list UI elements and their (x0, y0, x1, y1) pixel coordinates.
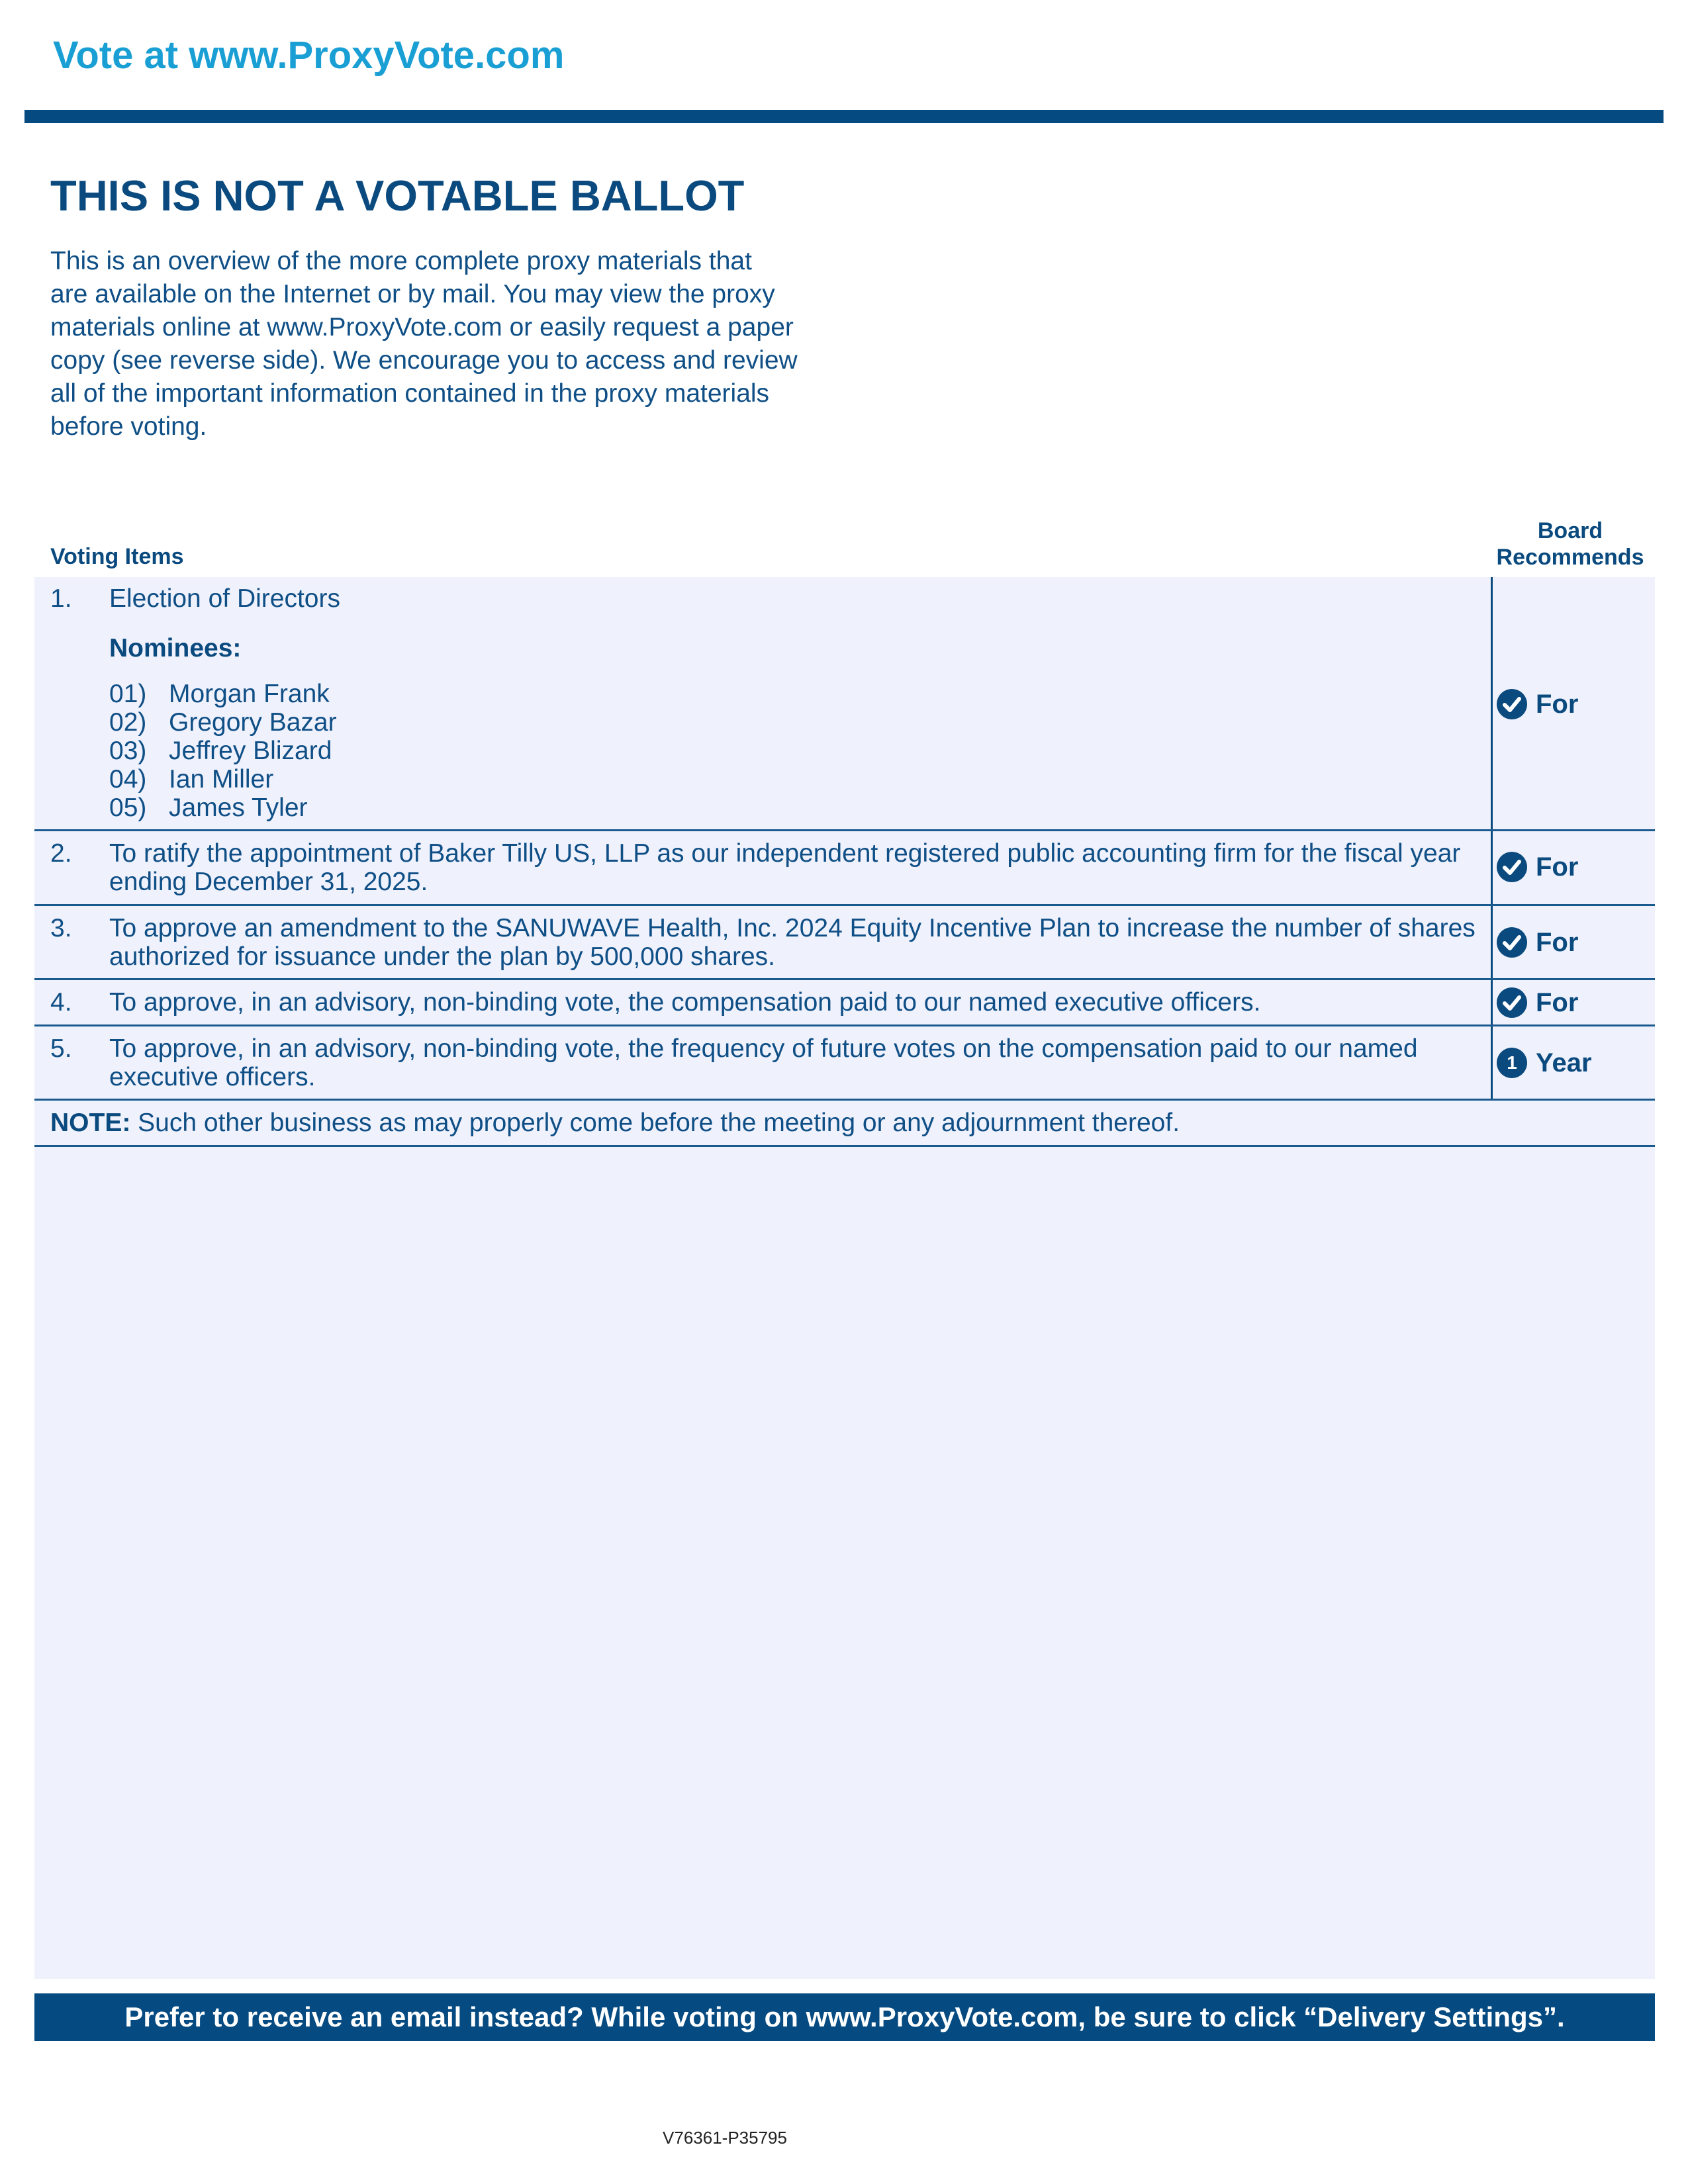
nominee-number: 04) (109, 765, 147, 794)
note-body: Such other business as may properly come before the meeting or any adjournment thereof. (130, 1109, 1180, 1137)
recommendation-label: For (1536, 987, 1579, 1017)
item-number: 2. (50, 839, 72, 868)
nominee-number: 05) (109, 794, 147, 822)
email-delivery-banner: Prefer to receive an email instead? While voting on www.ProxyVote.com, be sure to click “Delivery Settings”. (34, 1993, 1655, 2041)
item-number: 1. (50, 584, 72, 613)
recommendation-for (1496, 851, 1578, 883)
intro-line: This is an overview of the more complete proxy materials that (50, 247, 752, 275)
intro-line: copy (see reverse side). We encourage you to access and review (50, 346, 798, 375)
nominees-label: Nominees: (109, 634, 242, 662)
item-text: Election of Directors (109, 584, 340, 613)
recommendation-for (1496, 927, 1578, 958)
note-label: NOTE: (50, 1109, 131, 1137)
item-text (109, 914, 1486, 971)
column-divider (1491, 577, 1493, 1101)
recommendation-label: For (1536, 689, 1579, 719)
recommendation-one-year (1496, 1047, 1592, 1079)
voting-items-panel (34, 577, 1655, 1979)
proxyvote-link[interactable]: Vote at www.ProxyVote.com (53, 34, 565, 77)
item-text-line: executive officers. (109, 1063, 316, 1091)
item-text (109, 839, 1486, 896)
recommends-header-line: Recommends (1496, 545, 1644, 570)
nominee-item (109, 737, 332, 765)
item-text: To approve, in an advisory, non-binding vote, the compensation paid to our named executive officers. (109, 988, 1261, 1017)
nominee-name: Gregory Bazar (169, 708, 337, 737)
intro-line: before voting. (50, 412, 207, 441)
document-code: V76361-P35795 (663, 2128, 787, 2148)
nominee-item (109, 680, 330, 708)
recommendation-label: Year (1536, 1048, 1592, 1077)
board-header-line: Board (1537, 518, 1603, 543)
recommendation-label: For (1536, 852, 1579, 882)
intro-line: materials online at www.ProxyVote.com or easily request a paper (50, 313, 794, 341)
recommendation-label: For (1536, 927, 1579, 957)
nominee-number: 02) (109, 708, 147, 737)
number-one-circle-icon (1496, 1047, 1528, 1079)
item-number: 3. (50, 914, 72, 942)
intro-paragraph (50, 245, 845, 443)
nominee-name: Ian Miller (169, 765, 274, 794)
check-circle-icon (1496, 987, 1528, 1019)
item-text (109, 1034, 1486, 1091)
board-recommends-header (1493, 518, 1648, 570)
nominee-item (109, 708, 337, 737)
item-number: 4. (50, 988, 72, 1017)
note-text (50, 1109, 1180, 1138)
item-text-line: To ratify the appointment of Baker Tilly US, LLP as our independent registered public accounting firm for the fiscal year (109, 839, 1461, 868)
recommendation-number: 1 (1507, 1052, 1517, 1073)
nominee-number: 03) (109, 737, 147, 765)
nominee-number: 01) (109, 680, 147, 708)
voting-items-header: Voting Items (50, 544, 184, 569)
nominee-name: Jeffrey Blizard (169, 737, 332, 765)
item-text-line: To approve, in an advisory, non-binding vote, the frequency of future votes on the compensation paid to our named (109, 1034, 1418, 1063)
nominee-name: Morgan Frank (169, 680, 330, 708)
check-circle-icon (1496, 927, 1528, 958)
row-divider (34, 1145, 1655, 1147)
intro-line: all of the important information contained in the proxy materials (50, 379, 770, 408)
row-divider (34, 978, 1655, 980)
check-circle-icon (1496, 851, 1528, 883)
item-text-line: To approve an amendment to the SANUWAVE Health, Inc. 2024 Equity Incentive Plan to increase the number of shares (109, 914, 1476, 942)
row-divider (34, 904, 1655, 906)
row-divider (34, 1024, 1655, 1026)
item-text-line: authorized for issuance under the plan by 500,000 shares. (109, 942, 776, 971)
intro-line: are available on the Internet or by mail. You may view the proxy (50, 280, 775, 308)
row-divider (34, 1099, 1655, 1101)
page-title: THIS IS NOT A VOTABLE BALLOT (50, 171, 745, 220)
recommendation-for (1496, 987, 1578, 1019)
check-circle-icon (1496, 688, 1528, 720)
header-divider (24, 110, 1664, 123)
recommendation-for (1496, 688, 1578, 720)
item-text-line: ending December 31, 2025. (109, 868, 428, 896)
row-divider (34, 829, 1655, 831)
item-number: 5. (50, 1034, 72, 1063)
nominee-name: James Tyler (169, 794, 308, 822)
nominee-item (109, 794, 308, 822)
nominee-item (109, 765, 273, 794)
